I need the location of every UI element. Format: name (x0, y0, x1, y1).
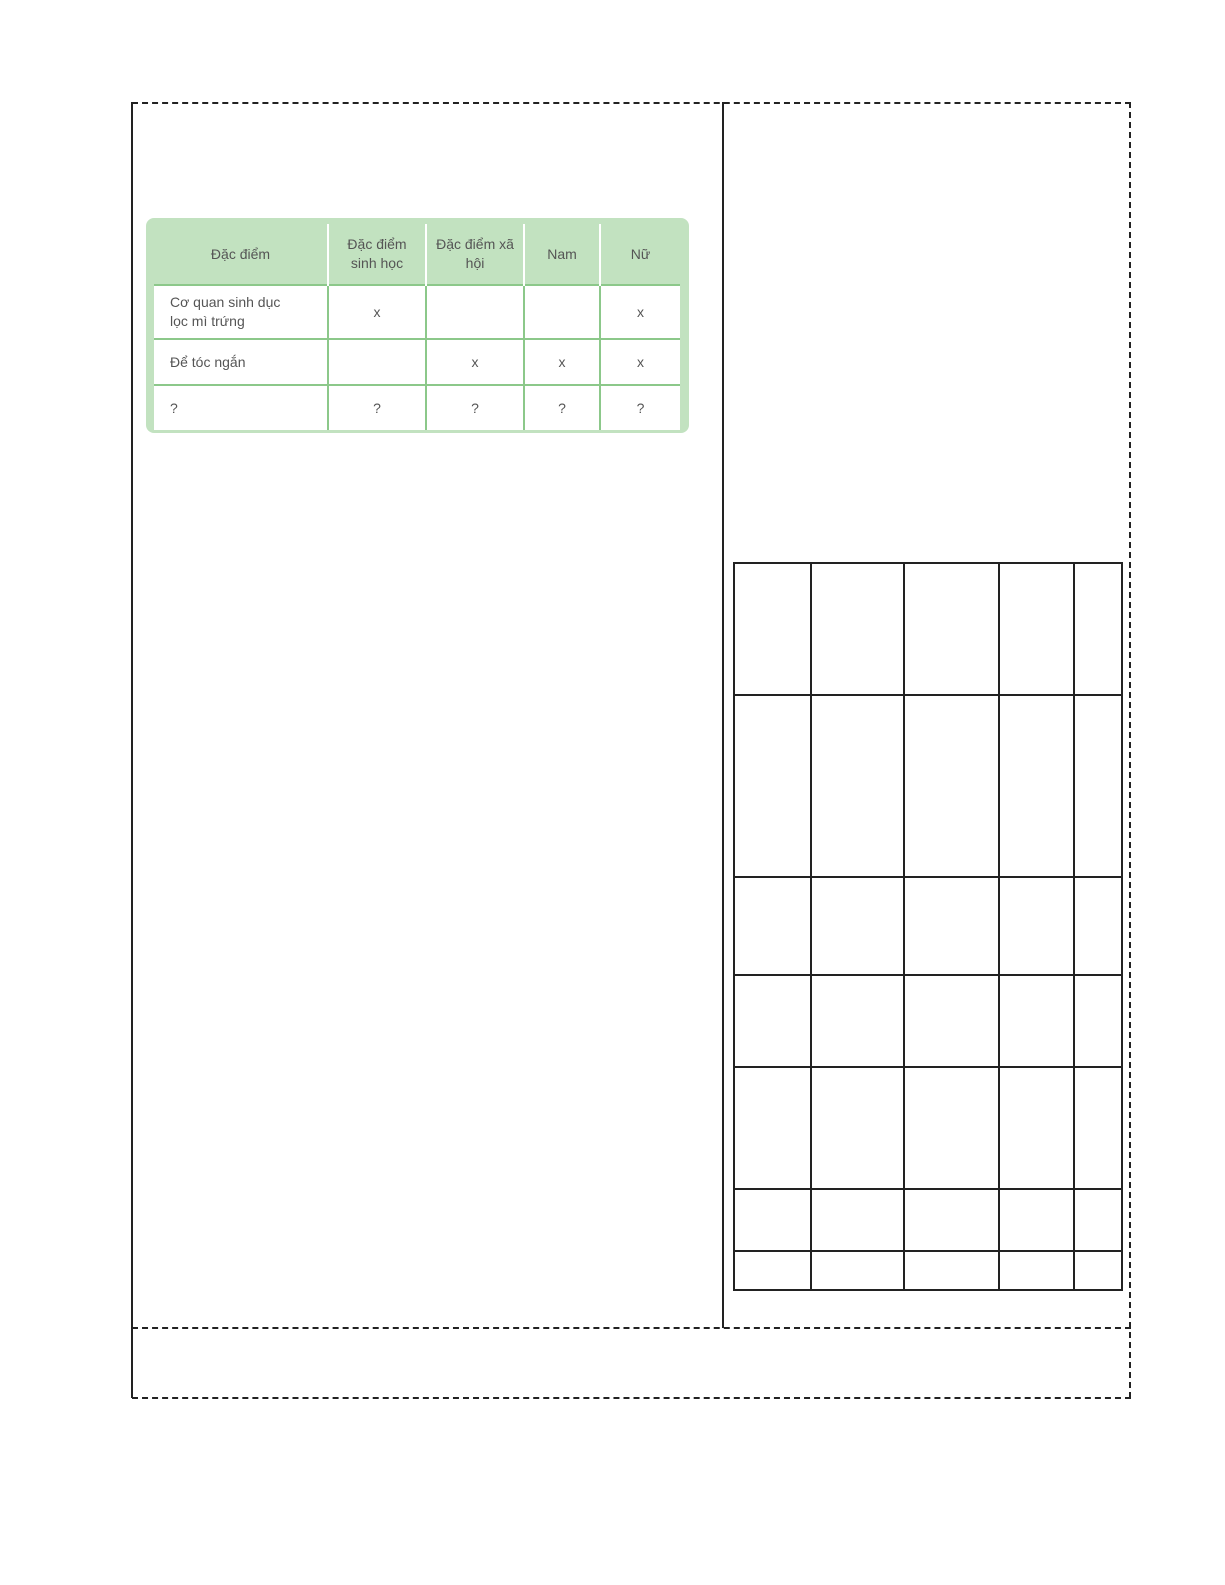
grid-cell (734, 877, 811, 975)
table-cell: x (600, 285, 680, 339)
grid-cell (999, 975, 1074, 1067)
table-cell: Cơ quan sinh dục lọc mì trứng (154, 285, 328, 339)
grid-cell (734, 1251, 811, 1290)
table-header-row (154, 224, 680, 285)
grid-cell (1074, 1189, 1122, 1251)
table-row (154, 385, 680, 430)
table-cell: ? (524, 385, 600, 430)
grid-cell (999, 695, 1074, 877)
grid-cell (999, 563, 1074, 695)
grid-cell (811, 975, 904, 1067)
grid-cell (904, 1189, 999, 1251)
grid-cell (811, 563, 904, 695)
grid-cell (1074, 563, 1122, 695)
header-cell: Đặc điểm sinh học (328, 224, 426, 285)
grid-cell (999, 1251, 1074, 1290)
grid-cell (1074, 1067, 1122, 1189)
header-cell: Đặc điểm (210, 245, 271, 262)
table-cell (524, 285, 600, 339)
grid-cell (811, 1067, 904, 1189)
grid-cell (811, 1189, 904, 1251)
column-divider (722, 102, 724, 1328)
characteristics-table-card (146, 218, 689, 433)
grid-cell (999, 1189, 1074, 1251)
grid-cell (1074, 695, 1122, 877)
frame-middle-border (132, 1327, 1131, 1329)
grid-cell (734, 1189, 811, 1251)
grid-row (734, 563, 1122, 695)
table-cell: x (328, 285, 426, 339)
table-row (154, 285, 680, 339)
frame-top-border (132, 102, 1131, 104)
grid-cell (999, 877, 1074, 975)
grid-row (734, 1251, 1122, 1290)
frame-left-border (131, 102, 133, 1398)
table-cell: Để tóc ngắn (154, 339, 328, 385)
table-cell: ? (154, 385, 328, 430)
characteristics-table (154, 224, 680, 430)
table-cell: ? (600, 385, 680, 430)
grid-row (734, 877, 1122, 975)
grid-cell (904, 563, 999, 695)
grid-cell (999, 1067, 1074, 1189)
header-cell: Nam (524, 224, 600, 285)
grid-cell (904, 1067, 999, 1189)
grid-row (734, 1189, 1122, 1251)
grid-row (734, 1067, 1122, 1189)
table-cell: ? (426, 385, 524, 430)
table-cell: x (426, 339, 524, 385)
grid-cell (811, 877, 904, 975)
grid-cell (904, 1251, 999, 1290)
table-cell (426, 285, 524, 339)
table-cell (328, 339, 426, 385)
grid-cell (1074, 1251, 1122, 1290)
table-row (154, 339, 680, 385)
grid-cell (1074, 975, 1122, 1067)
empty-answer-grid (733, 562, 1123, 1291)
grid-cell (904, 877, 999, 975)
grid-cell (904, 975, 999, 1067)
header-cell: Đặc điểm xã hội (426, 224, 524, 285)
header-cell: Nữ (600, 224, 680, 285)
grid-row (734, 695, 1122, 877)
grid-cell (1074, 877, 1122, 975)
grid-cell (904, 695, 999, 877)
grid-cell (734, 563, 811, 695)
table-cell: x (524, 339, 600, 385)
grid-cell (811, 1251, 904, 1290)
grid-row (734, 975, 1122, 1067)
grid-cell (811, 695, 904, 877)
frame-right-border (1129, 102, 1131, 1398)
frame-bottom-border (132, 1397, 1131, 1399)
grid-cell (734, 695, 811, 877)
grid-cell (734, 975, 811, 1067)
grid-cell (734, 1067, 811, 1189)
table-cell: ? (328, 385, 426, 430)
table-cell: x (600, 339, 680, 385)
